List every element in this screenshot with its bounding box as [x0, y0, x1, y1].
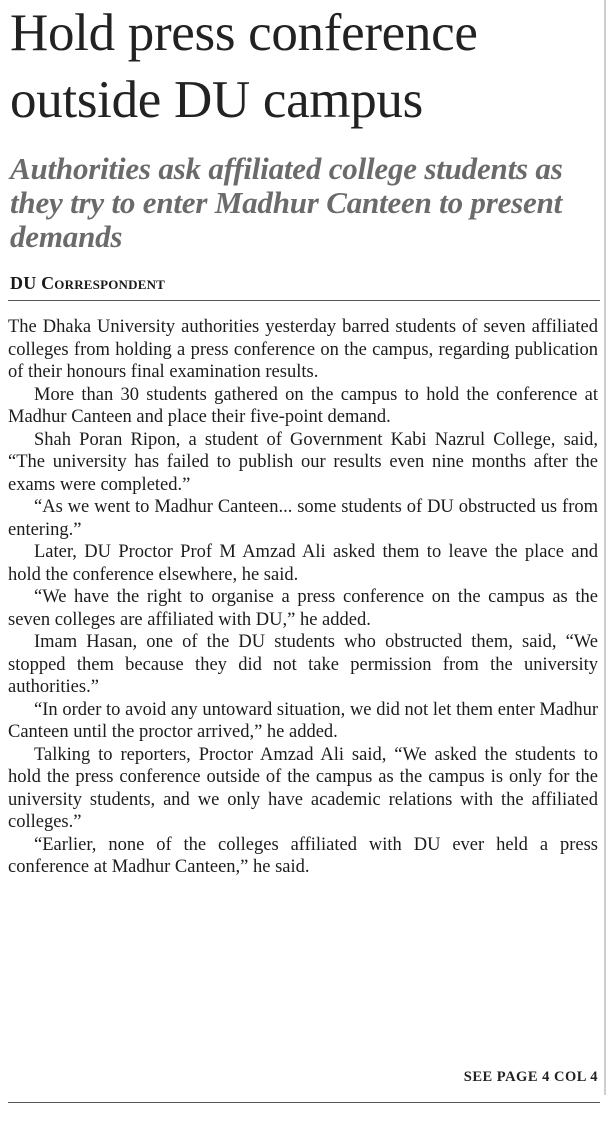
- paragraph: Later, DU Proctor Prof M Amzad Ali asked them to leave the place and hold the conference elsewhere, he said.: [8, 542, 598, 585]
- byline: DU Correspondent: [10, 273, 166, 293]
- paragraph: More than 30 students gathered on the campus to hold the conference at Madhur Canteen and place their five-point demand.: [8, 384, 598, 427]
- clipping-edge: [604, 0, 606, 1095]
- paragraph: “We have the right to organise a press conference on the campus as the seven colleges are affiliated with DU,” he added.: [8, 587, 598, 630]
- paragraph: The Dhaka University authorities yesterday barred students of seven affiliated colleges from holding a press conference on the campus, regarding publication of their honours final examination results.: [8, 317, 598, 382]
- byline-divider: [8, 300, 600, 301]
- article-body: [8, 316, 598, 879]
- paragraph: “Earlier, none of the colleges affiliated with DU ever held a press conference at Madhur Canteen,” he said.: [8, 834, 598, 877]
- headline: Hold press conference outside DU campus: [10, 4, 478, 129]
- bottom-divider: [8, 1102, 600, 1103]
- continuation-note: SEE PAGE 4 COL 4: [463, 1069, 598, 1085]
- subheadline: Authorities ask affiliated college students as they try to enter Madhur Canteen to present demands: [10, 151, 563, 254]
- paragraph: Talking to reporters, Proctor Amzad Ali said, “We asked the students to hold the press conference outside of the campus as the campus is only for the university students, and we only have academic relations with the affiliated colleges.”: [8, 744, 598, 832]
- paragraph: “As we went to Madhur Canteen... some students of DU obstructed us from entering.”: [8, 497, 598, 540]
- paragraph: Shah Poran Ripon, a student of Government Kabi Nazrul College, said, “The university has failed to publish our results even nine months after the exams were completed.”: [8, 429, 598, 495]
- paragraph: “In order to avoid any untoward situation, we did not let them enter Madhur Canteen until the proctor arrived,” he added.: [8, 699, 598, 742]
- paragraph: Imam Hasan, one of the DU students who obstructed them, said, “We stopped them because they did not take permission from the university authorities.”: [8, 632, 598, 697]
